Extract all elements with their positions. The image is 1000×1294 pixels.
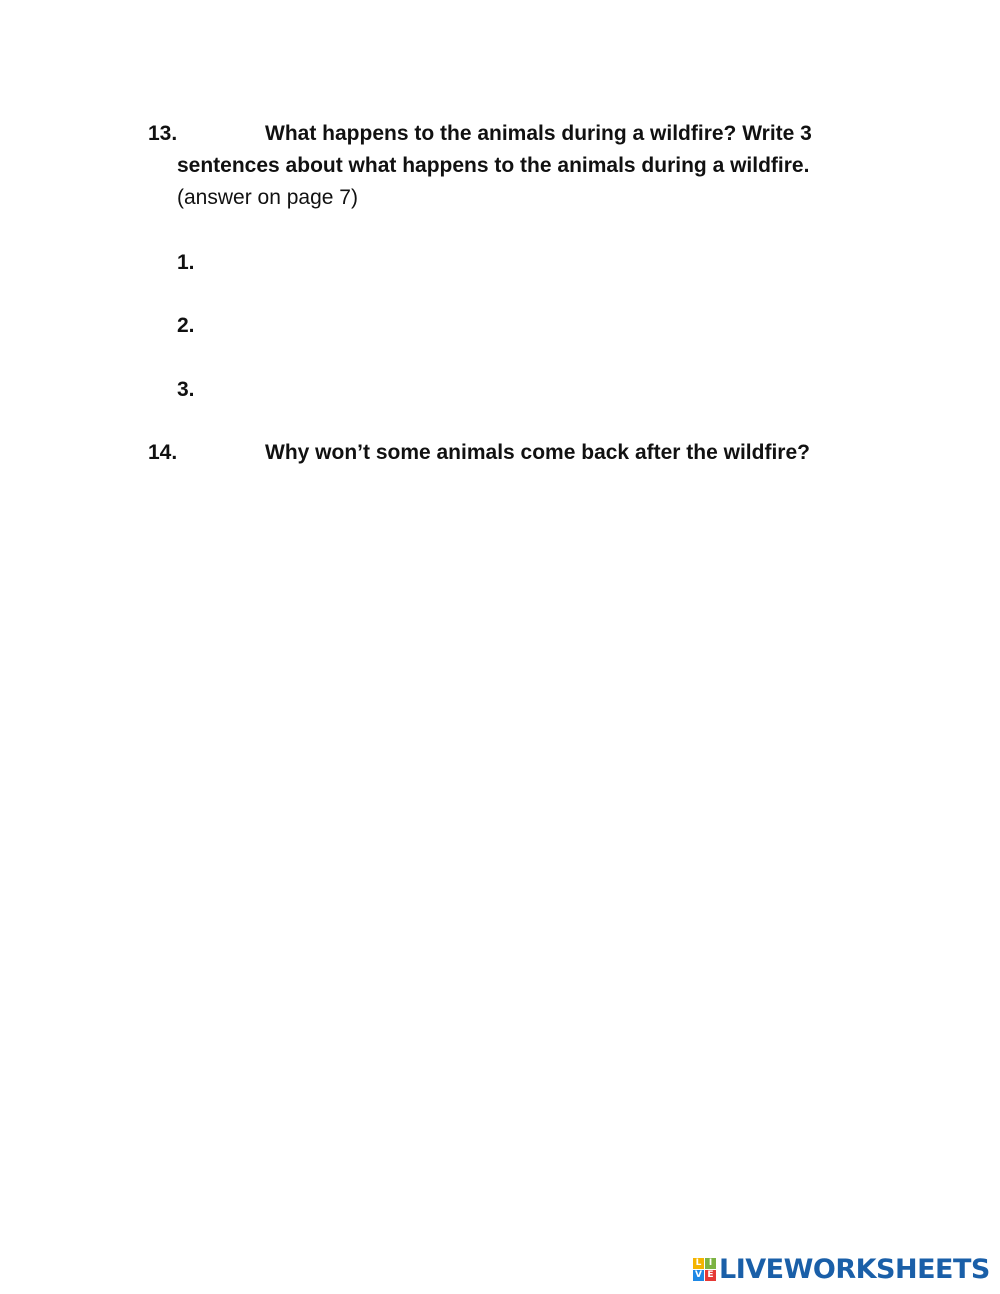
question-13 [148, 118, 878, 214]
logo-letter: L [693, 1258, 704, 1269]
logo-letter: E [705, 1270, 716, 1281]
question-number: 14. [148, 441, 178, 464]
brand-name: LIVEWORKSHEETS [719, 1253, 990, 1285]
question-14 [148, 437, 878, 469]
answer-item-2: 2. [177, 314, 195, 337]
question-text: Why won’t some animals come back after the wildfire? [265, 441, 810, 464]
answer-item-1: 1. [177, 251, 195, 274]
liveworksheets-brand [693, 1253, 990, 1285]
question-number: 13. [148, 122, 178, 145]
answer-item-3: 3. [177, 378, 195, 401]
liveworksheets-logo-icon [693, 1258, 716, 1281]
question-text: What happens to the animals during a wildfire? Write 3 sentences about what happens to the animals during a wildfire. [177, 122, 812, 177]
logo-letter: V [693, 1270, 704, 1281]
logo-letter: I [705, 1258, 716, 1269]
question-note: (answer on page 7) [177, 186, 358, 209]
